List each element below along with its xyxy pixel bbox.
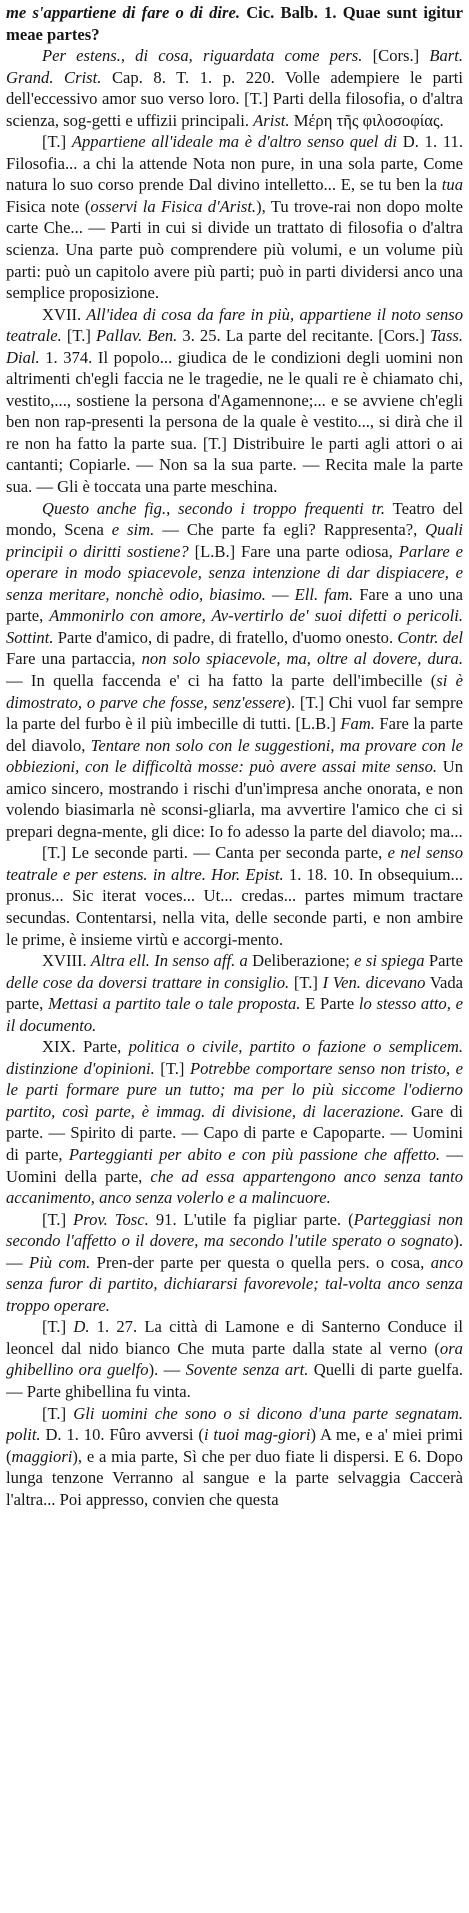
text-run: gliarla, ma avvertire l'amico che ci si prepari degna- <box>6 800 463 841</box>
text-run: XIX. Parte, <box>42 1037 129 1057</box>
text-run: [L.B.] Fare una parte odiosa, <box>194 541 399 561</box>
text-run: con le difficoltà mosse: può avere assai mite senso. <box>84 757 438 777</box>
text-run: Fam. <box>340 714 375 734</box>
text-run: parte, <box>344 843 388 863</box>
text-run: si è dimostrato, o parve <box>6 670 463 712</box>
text-run: E Parte <box>300 994 359 1014</box>
text-run: Parte <box>53 627 92 647</box>
text-run: e non ambire le prime, è insieme virtù e accorgi- <box>6 907 463 949</box>
text-run: — <box>265 584 295 604</box>
text-run: parte del recitante. [Cors.] <box>248 326 430 346</box>
text-run: lo stesso atto, <box>358 994 451 1014</box>
text-run: maggiori <box>11 1446 73 1466</box>
text-run: Appartiene all'ideale ma è d'altro senso <box>71 132 345 152</box>
text-run: Parlare e operare in <box>6 541 463 583</box>
text-run: — In quella faccenda e' ci ha <box>6 670 224 690</box>
text-run: rai non dopo molte carte Che... — Parti in cui <box>6 196 463 238</box>
text-run: vertirlo de' suoi difetti o pericoli. Sottint. <box>6 606 463 647</box>
text-run: Parte <box>424 951 463 971</box>
entry-paragraph <box>6 1209 463 1317</box>
text-run: mente, gli dice: Io fo adesso la parte del diavolo; <box>102 821 426 841</box>
text-run: [T.] <box>289 972 323 992</box>
text-run: Fare la parte del diavolo, <box>6 714 463 755</box>
text-run: parti: può un capitolo avere più parti; può in parti <box>6 261 337 281</box>
text-run: me s'appartiene di fare o di dire. <box>6 3 240 22</box>
text-run: ). [T.] Chi vuol far sempre la <box>6 692 463 734</box>
text-run: non pure, in una sola parte, Come natura lo suo <box>6 153 463 195</box>
text-run: [T.] <box>42 132 72 152</box>
text-run: Prov. Tosc. <box>73 1209 149 1229</box>
text-run: 1. 18. 10. In obsequium... pronus... Sic <box>6 864 463 906</box>
text-run: consiglio. <box>224 972 290 992</box>
entry-paragraph <box>6 304 463 498</box>
text-run: lunga tenzone Verranno al sangue e la parte selvaggia <box>6 1468 401 1488</box>
text-run: Caccerà l'altra... Poi appresso, convien che questa <box>6 1468 463 1509</box>
text-run: accanimento, anco senza volerlo e a malincuore. <box>6 1188 331 1208</box>
text-run: che fosse, senz'essere <box>142 692 286 712</box>
text-run: ma... <box>429 821 463 841</box>
entry-paragraph <box>6 1316 463 1402</box>
text-run: tr. <box>371 498 386 518</box>
text-run: parte può comprendere più volumi, e un volume più <box>99 240 463 260</box>
text-run: 1. 374. Il <box>39 347 109 367</box>
text-run: Contr. <box>397 627 439 647</box>
text-run: e il documento. <box>6 994 463 1035</box>
text-run: d'Agamennone;... e se avviene ch'egli ben non rap- <box>6 390 463 432</box>
text-run: Pren- <box>90 1252 133 1272</box>
text-run: Ell. fam. <box>294 584 354 604</box>
text-run: [T.] <box>154 1058 190 1078</box>
text-run: Gare di parte. — Spirito di parte. — Capo di parte <box>6 1101 463 1143</box>
text-run: il noto senso teatrale. <box>6 304 463 346</box>
text-run: corso prende Dal divino intelletto... E, se tu ben la <box>97 175 437 195</box>
text-run: parte, Sì che per duo fiate li dispersi. E 6. Dopo <box>140 1446 463 1466</box>
text-run: Potrebbe <box>189 1058 251 1078</box>
text-run: Pallav. Ben. <box>96 326 178 346</box>
text-run: abito e con più passione che affetto. <box>187 1144 441 1164</box>
text-run: delle cose da doversi trattare in <box>6 972 220 992</box>
text-run: Fare una partaccia, <box>6 649 142 669</box>
text-run: secondo l'utile sperato o sognato <box>229 1231 454 1251</box>
entry-paragraph <box>6 1036 463 1208</box>
text-run: così parte, è immag. di divisione, di lacerazione. <box>62 1101 405 1121</box>
text-run: 3. 25. La <box>177 326 244 346</box>
text-run: Ammonirlo con amore, Av- <box>49 606 234 626</box>
text-run: d'amico, di padre, di fratello, d'uomo onesto. <box>96 627 398 647</box>
text-run: segnatam. polit. <box>6 1403 463 1445</box>
text-run: D. 1. 11. Filosofia... a chi la attende Nota <box>6 132 463 173</box>
text-run: quel di <box>349 132 398 152</box>
text-run: e senza meritare, nonchè odio, biasimo. <box>6 563 463 604</box>
entry-paragraph <box>6 950 463 1036</box>
text-run: Hor. Epist. <box>211 864 284 884</box>
entry-paragraph <box>6 498 463 843</box>
entry-paragraph <box>6 842 463 950</box>
text-run: [T.] Le seconde parti. — Canta per seconda <box>42 843 340 863</box>
text-run: Vada parte, <box>6 972 463 1014</box>
text-run: osservi la Fisica d'Arist. <box>90 196 257 216</box>
text-run: ). <box>148 1360 159 1380</box>
text-run: anche onorata, e non volendo biasimarla nè sconsi- <box>6 778 463 820</box>
text-run: popolo... giudica de le condizioni degli uomini non <box>113 347 463 367</box>
text-run: ). — <box>6 1231 463 1272</box>
entry-paragraph <box>6 45 463 131</box>
text-run: politica o civile, partito o fazione o <box>128 1037 382 1057</box>
text-run: parte del furbo è il più imbecille di tutti. [L.B.] <box>22 714 336 734</box>
text-run: Conduce il leoncel dal nido bianco Che muta parte <box>6 1317 463 1358</box>
text-run: ghibellina fu vinta. <box>65 1382 191 1401</box>
text-run: le parti agli attori o ai cantanti; Copiarle. — Non <box>6 433 463 475</box>
text-run: del <box>442 627 463 647</box>
text-run: a partito tale o tale proposta. <box>102 994 301 1014</box>
text-run: altrimenti ch'egli faccia ne le tragedie, ne le quali <box>6 369 339 389</box>
text-run: Un amico sincero, mostrando i rischi d'un'impresa <box>6 757 463 798</box>
text-run: re è chiamato chi, vestito,..., sostiene la persona <box>6 369 463 410</box>
text-run: [T.] <box>42 1209 74 1229</box>
text-run: XVII. <box>42 304 82 324</box>
text-run: All'idea di cosa da fare in più, appartiene <box>81 304 372 324</box>
text-run: Quali principii o diritti sostiene? <box>6 520 463 561</box>
text-run: XVIII. <box>42 951 87 971</box>
text-run: Tentare non solo <box>90 735 204 755</box>
text-run: getti e uffizii principali. <box>91 110 254 130</box>
text-run: ( <box>348 1209 354 1229</box>
text-run: Parteggianti per <box>68 1144 182 1164</box>
text-run: D. 1. 10. Fûro avversi ( <box>40 1425 204 1445</box>
text-run: Quae sunt igitur meae partes? <box>6 3 463 44</box>
text-run: Teatro del mondo, Scena <box>6 498 463 540</box>
text-run: e <box>354 951 362 971</box>
text-run: I Ven. dicevano <box>322 972 426 992</box>
text-run: anco <box>430 1252 463 1272</box>
text-run: Cic. Balb. 1. <box>240 3 337 22</box>
text-run: senza furor di partito, dichiararsi favorevole; tal- <box>6 1274 349 1294</box>
text-run: D. <box>73 1317 90 1337</box>
text-run: loro. [T.] Parti della filosofia, o d'altra scienza, sog- <box>6 89 463 130</box>
text-run: che il re non ha fatto la parte sua. [T.] Distribuire <box>6 412 463 453</box>
text-run: dividersi anco una semplice proposizione. <box>6 261 463 303</box>
text-run: Bart. Grand. Crist. <box>6 46 463 87</box>
text-run: Volle adempiere le parti dell'eccessivo amor suo verso <box>6 67 463 109</box>
text-run: è toccata una parte meschina. <box>82 477 278 497</box>
text-run: si spiega <box>365 951 425 971</box>
text-run: Parteggiasi non secondo l'affetto o il dovere, ma <box>6 1209 463 1251</box>
text-run: ), Tu trove- <box>256 196 334 216</box>
text-run: iterat voces... Ut... credas... partes mimum tractare <box>102 886 463 906</box>
text-run: [T.] <box>42 1403 74 1423</box>
text-run: [Cors.] <box>372 46 430 66</box>
text-run: e nel senso teatrale e per estens. in altre. <box>6 843 463 884</box>
text-run: semplicem. distinzione d'opinioni. <box>6 1037 463 1078</box>
text-run: ), e a mia <box>72 1446 137 1466</box>
text-run: Deliberazione; <box>247 951 355 971</box>
text-run: si divide un trattato di filosofia o d'altra scienza. Una <box>6 218 463 260</box>
text-run: fatto la parte dell'imbecille ( <box>232 670 437 690</box>
text-run: presenti la persona de la quale è vestito..., si dirà <box>91 412 421 432</box>
text-run: 1. 27. La città di Lamone e di Santerno <box>89 1317 381 1337</box>
text-run: Μέρη τῆς φιλοσοφίας. <box>289 110 444 130</box>
text-run: Più com. <box>29 1252 91 1272</box>
text-run: [T.] <box>61 326 97 346</box>
text-run: comportare senso non tristo, e le parti formare pure <box>6 1058 463 1100</box>
text-run: Per estens., di cosa, riguardata come pers. <box>42 46 363 66</box>
text-run: giori <box>278 1425 311 1445</box>
text-run: che ad essa appartengono anco senza tanto <box>150 1166 463 1186</box>
text-run: Sovente senza art. <box>185 1360 309 1380</box>
text-run: Arist. <box>253 110 290 130</box>
text-run: Mettasi <box>48 994 98 1014</box>
text-run: ora ghibellino ora guelfo <box>6 1338 463 1380</box>
text-run: secundas. Contentarsi, nella vita, delle seconde parti, <box>6 907 368 927</box>
text-run: mento. <box>237 929 284 949</box>
text-run: — Che parte fa <box>154 520 276 540</box>
text-run: parte, <box>105 1166 151 1186</box>
text-run: e sim. <box>111 520 155 540</box>
text-run: dalla state al verno ( <box>292 1338 440 1358</box>
text-run: Cap. 8. T. 1. p. 220. <box>101 67 275 87</box>
text-run: oltre al dovere, dura. <box>317 649 463 669</box>
entry-paragraph <box>6 131 463 303</box>
text-run: non solo spiacevole, ma, <box>141 649 311 669</box>
text-run: con le suggestioni, ma provare con le obbiezioni, <box>6 735 463 777</box>
text-run: modo spiacevole, senza intenzione di dar dispiacere, <box>84 563 449 583</box>
text-run: e Capoparte. — Uomini di parte, <box>6 1123 463 1164</box>
text-run: egli? Rappresenta?, <box>283 520 426 540</box>
entry-paragraph <box>6 2 463 45</box>
text-run: 91. L'utile fa pigliar parte. <box>148 1209 341 1229</box>
text-run: Altra ell. In senso aff. a <box>86 951 248 971</box>
text-run: sa la sua parte. — Recita male la parte sua. — Gli <box>6 455 463 497</box>
text-run: ) A me, e a' miei primi ( <box>6 1425 463 1466</box>
entry-paragraph <box>6 1403 463 1511</box>
text-run: Tass. Dial. <box>6 326 463 367</box>
text-run: i tuoi mag- <box>203 1425 279 1445</box>
text-run: Questo anche fig., secondo i troppo frequenti <box>42 498 364 518</box>
text-run: [T.] <box>42 1317 74 1337</box>
text-run: — <box>163 1360 186 1380</box>
text-run: volta anco senza troppo operare. <box>6 1274 463 1315</box>
text-run: der parte per questa o quella pers. o cosa, <box>132 1252 431 1272</box>
text-run: tua <box>441 175 463 195</box>
text-run: Quelli di parte guelfa. — Parte <box>6 1360 463 1401</box>
text-run: Fare a uno una parte, <box>6 584 463 626</box>
text-run: Gli uomini che sono o si dicono d'una parte <box>73 1403 389 1423</box>
dictionary-page <box>6 2 463 1910</box>
text-run: un tutto; ma per lo più siccome l'odierno partito, <box>6 1080 463 1121</box>
text-run: Fisica note ( <box>6 196 91 216</box>
text-run: — Uomini della <box>6 1144 463 1186</box>
